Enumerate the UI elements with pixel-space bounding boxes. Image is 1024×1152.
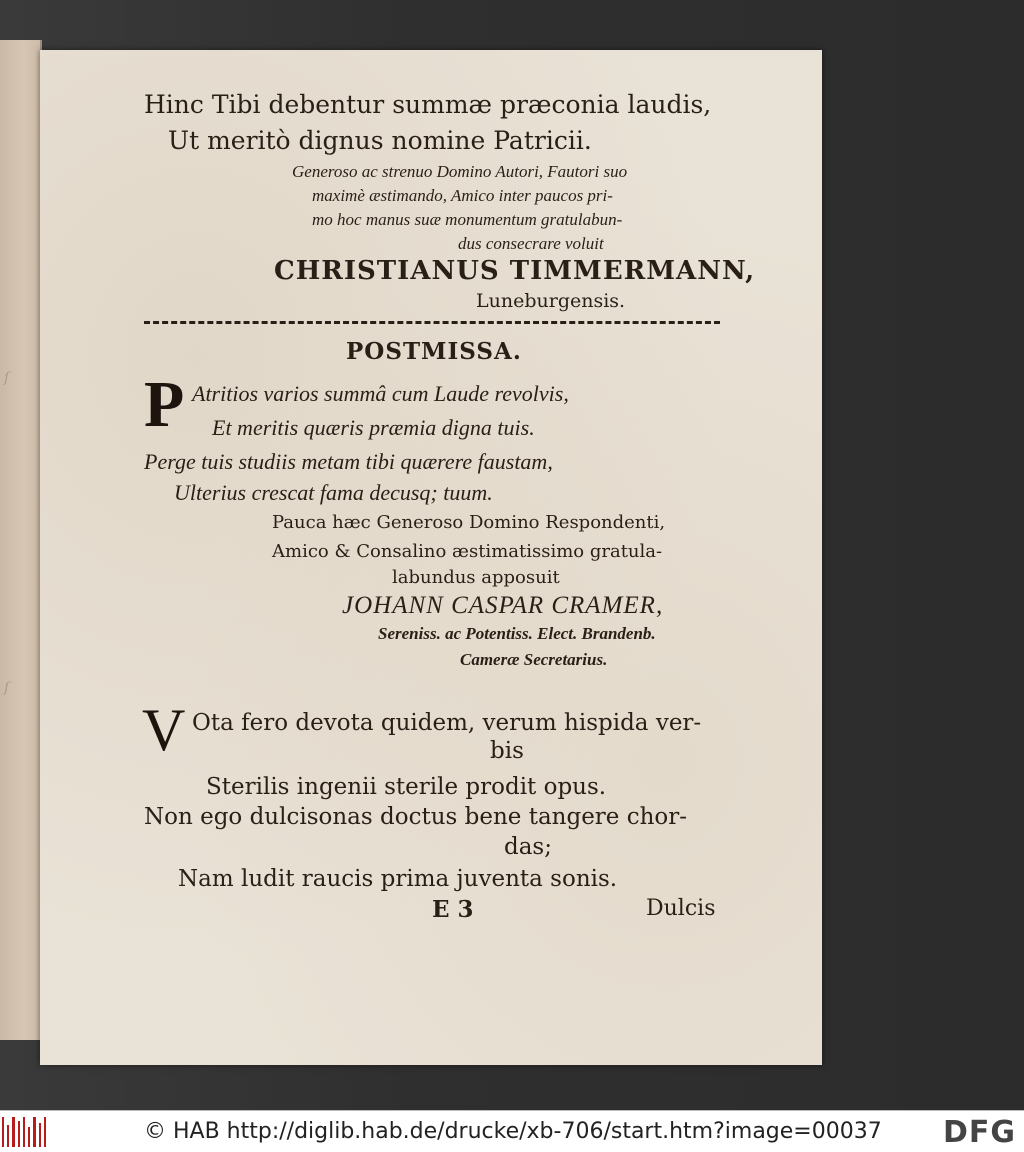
dedication-line: Amico & Consalino æstimatissimo gratula-	[272, 541, 663, 562]
poem-line-2: Ut meritò dignus nomine Patricii.	[168, 126, 592, 155]
verse-line: Perge tuis studiis metam tibi quærere faustam,	[144, 449, 553, 474]
previous-page-edge	[0, 40, 42, 1040]
dfg-logo-icon[interactable]: DFG	[942, 1115, 1016, 1150]
viewer-footer	[0, 1110, 1024, 1152]
section-divider	[144, 321, 720, 324]
dedication-line: labundus apposuit	[392, 567, 560, 588]
bleed-through-mark: ſ	[4, 680, 10, 696]
author-title: Cameræ Secretarius.	[460, 650, 608, 669]
hab-logo-icon[interactable]	[2, 1117, 46, 1147]
dedication-line: dus consecrare voluit	[458, 234, 604, 253]
verse-line: Atritios varios summâ cum Laude revolvis,	[192, 381, 569, 406]
poem-line-1: Hinc Tibi debentur summæ præconia laudis,	[144, 90, 712, 119]
verse-line: Ota fero devota quidem, verum hispida ver-	[192, 710, 702, 736]
dedication-line: maximè æstimando, Amico inter paucos pri-	[312, 186, 613, 205]
drop-capital: V	[142, 697, 186, 763]
dedication-line: mo hoc manus suæ monumentum gratulabun-	[312, 210, 623, 229]
signature-mark: E 3	[432, 896, 474, 923]
book-page	[40, 50, 822, 1065]
section-heading: POSTMISSA.	[346, 338, 522, 365]
dedication-line: Generoso ac strenuo Domino Autori, Fautori suo	[292, 162, 628, 181]
author-name: CHRISTIANUS TIMMERMANN,	[274, 256, 756, 286]
dedication-line: Pauca hæc Generoso Domino Respondenti,	[272, 512, 666, 533]
bleed-through-mark: ſ	[4, 370, 10, 386]
author-name: JOHANN CASPAR CRAMER,	[342, 592, 664, 619]
author-origin: Luneburgensis.	[476, 290, 626, 312]
verse-line: Nam ludit raucis prima juventa sonis.	[178, 866, 618, 892]
verse-line: Non ego dulcisonas doctus bene tangere chor-	[144, 804, 688, 830]
verse-line: Sterilis ingenii sterile prodit opus.	[206, 774, 607, 800]
verse-line: Et meritis quæris præmia digna tuis.	[212, 415, 535, 440]
verse-line: Ulterius crescat fama decusq; tuum.	[174, 480, 493, 505]
drop-capital: P	[144, 368, 185, 441]
author-title: Sereniss. ac Potentiss. Elect. Brandenb.	[378, 624, 656, 643]
source-url-link[interactable]: © HAB http://diglib.hab.de/drucke/xb-706/start.htm?image=00037	[144, 1119, 882, 1144]
verse-line: bis	[490, 738, 524, 764]
verse-line: das;	[504, 834, 552, 860]
catchword: Dulcis	[646, 896, 716, 921]
